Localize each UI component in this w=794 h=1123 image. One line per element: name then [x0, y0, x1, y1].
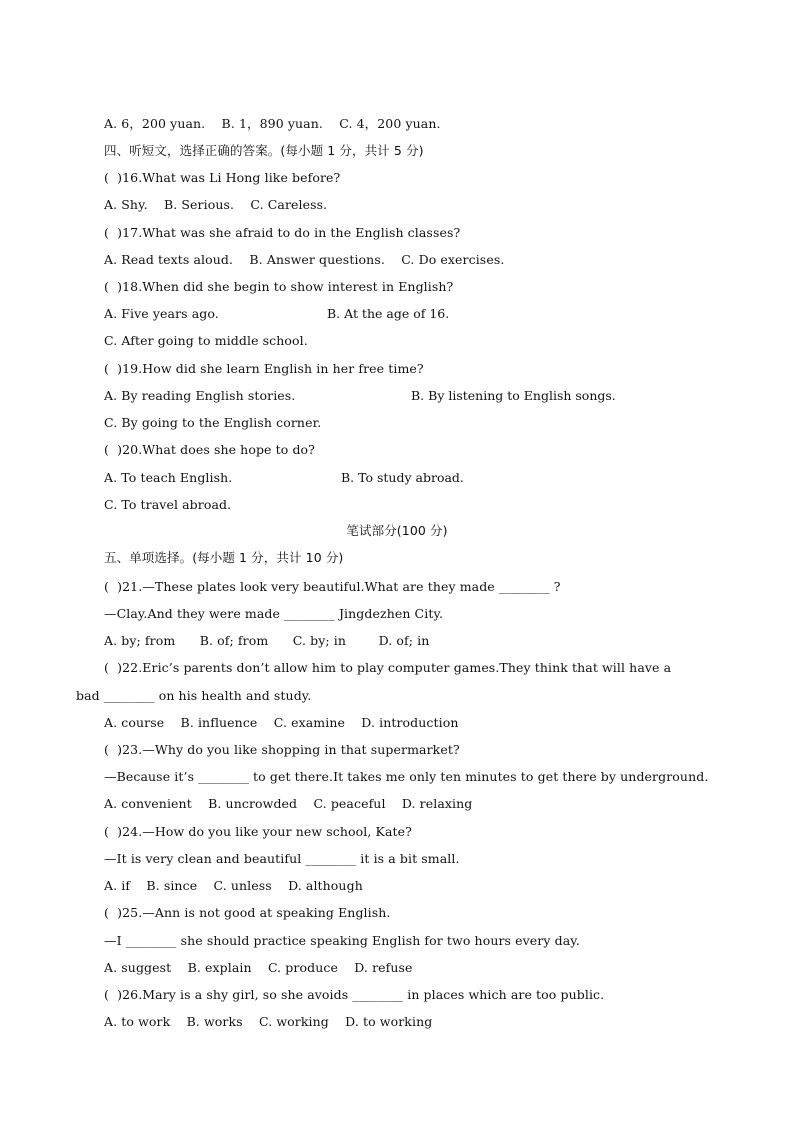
question-23-reply: —Because it’s ________ to get there.It takes me only ten minutes to get there by underground.: [104, 769, 709, 784]
question-26: ( )26.Mary is a shy girl, so she avoids ________ in places which are too public.: [104, 987, 605, 1002]
option-19c: C. By going to the English corner.: [104, 415, 322, 430]
question-16: ( )16.What was Li Hong like before?: [104, 170, 341, 185]
options-q15: A. 6，200 yuan. B. 1，890 yuan. C. 4，200 yuan.: [104, 116, 441, 131]
question-21-reply: —Clay.And they were made ________ Jingdezhen City.: [104, 606, 444, 621]
option-20a: A. To teach English.: [104, 470, 233, 485]
option-19a: A. By reading English stories.: [104, 388, 296, 403]
option-18c: C. After going to middle school.: [104, 333, 308, 348]
options-q24: A. if B. since C. unless D. although: [104, 878, 363, 893]
options-q23: A. convenient B. uncrowded C. peaceful D. relaxing: [104, 796, 473, 811]
options-q17: A. Read texts aloud. B. Answer questions. C. Do exercises.: [104, 252, 505, 267]
option-19b: B. By listening to English songs.: [411, 388, 616, 403]
question-20: ( )20.What does she hope to do?: [104, 442, 315, 457]
question-23: ( )23.—Why do you like shopping in that supermarket?: [104, 742, 460, 757]
options-q21: A. by; from B. of; from C. by; in D. of; in: [104, 633, 430, 648]
question-22-cont: bad ________ on his health and study.: [76, 688, 312, 703]
options-q25: A. suggest B. explain C. produce D. refuse: [104, 960, 413, 975]
question-19: ( )19.How did she learn English in her free time?: [104, 361, 424, 376]
section-four-heading: 四、听短文，选择正确的答案。(每小题 1 分，共计 5 分): [104, 143, 424, 158]
question-21: ( )21.—These plates look very beautiful.What are they made ________ ?: [104, 579, 561, 594]
question-25: ( )25.—Ann is not good at speaking English.: [104, 905, 391, 920]
question-25-reply: —I ________ she should practice speaking English for two hours every day.: [104, 933, 580, 948]
written-part-heading: 笔试部分(100 分): [346, 523, 448, 538]
option-18a: A. Five years ago.: [104, 306, 219, 321]
question-17: ( )17.What was she afraid to do in the English classes?: [104, 225, 461, 240]
question-24-reply: —It is very clean and beautiful ________ it is a bit small.: [104, 851, 460, 866]
options-q16: A. Shy. B. Serious. C. Careless.: [104, 197, 328, 212]
option-20c: C. To travel abroad.: [104, 497, 232, 512]
question-18: ( )18.When did she begin to show interest in English?: [104, 279, 454, 294]
question-24: ( )24.—How do you like your new school, Kate?: [104, 824, 412, 839]
option-18b: B. At the age of 16.: [327, 306, 450, 321]
option-20b: B. To study abroad.: [341, 470, 464, 485]
options-q26: A. to work B. works C. working D. to working: [104, 1014, 433, 1029]
question-22: ( )22.Eric’s parents don’t allow him to play computer games.They think that will have a: [104, 660, 672, 675]
section-five-heading: 五、单项选择。(每小题 1 分，共计 10 分): [104, 550, 344, 565]
options-q22: A. course B. influence C. examine D. introduction: [104, 715, 459, 730]
